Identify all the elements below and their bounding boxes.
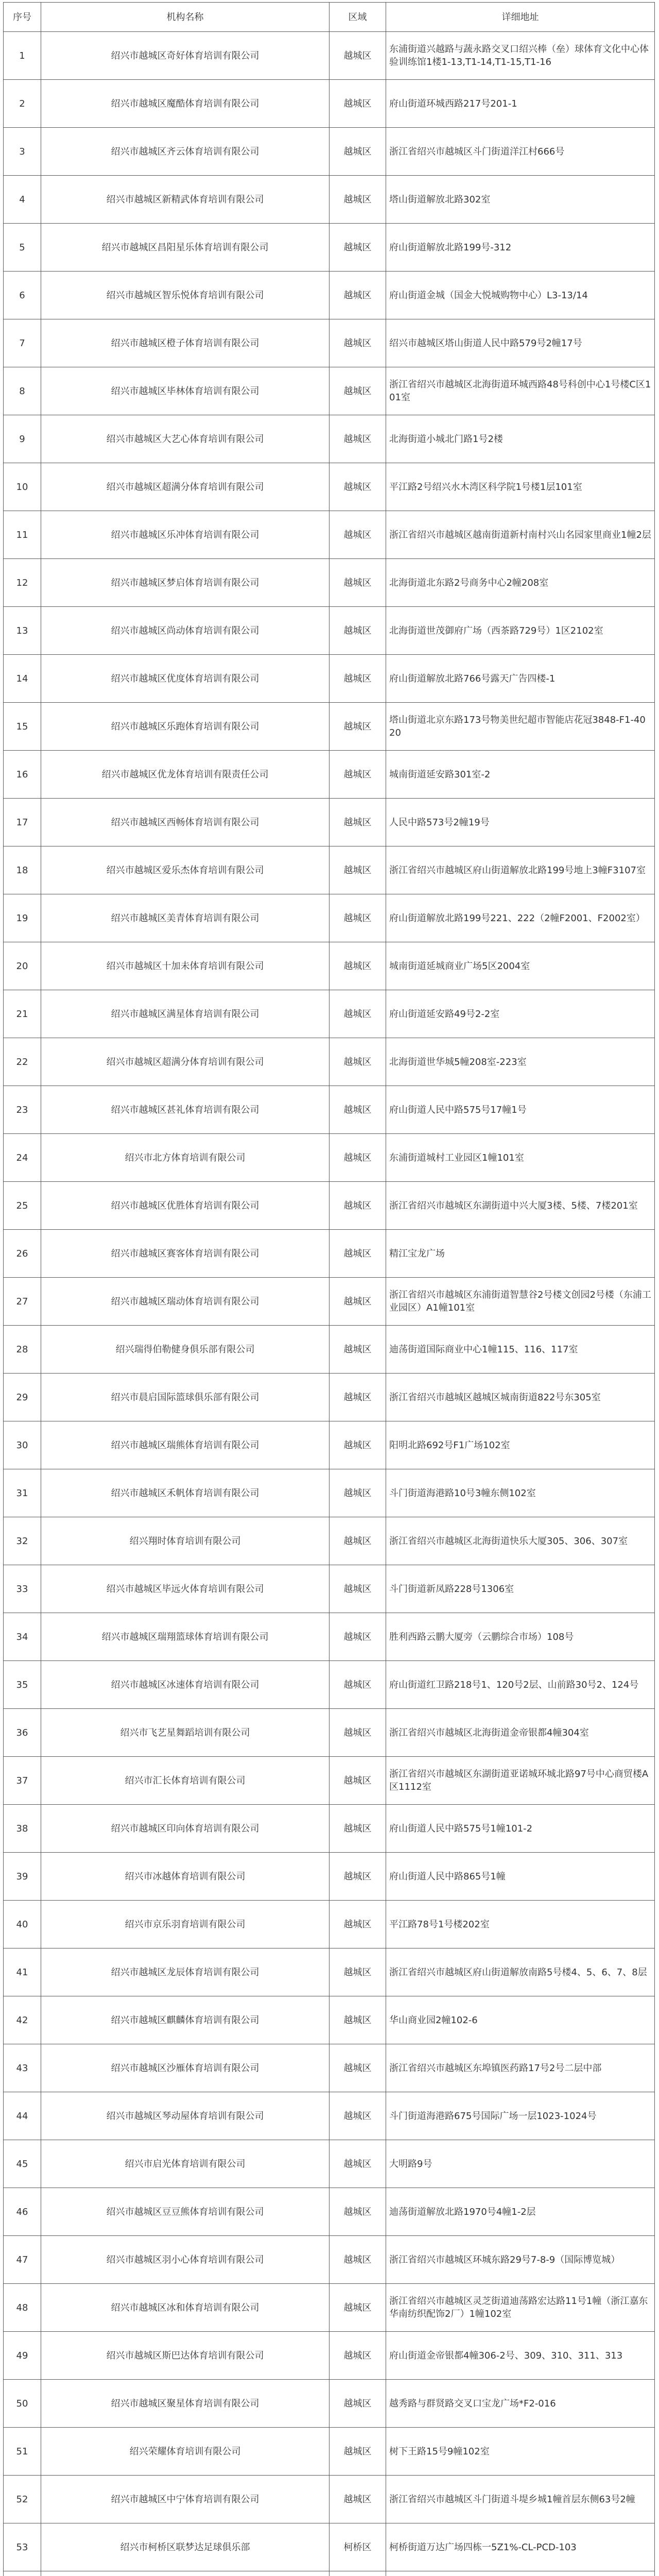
- row-index: 34: [4, 1613, 41, 1661]
- row-index: 3: [4, 128, 41, 176]
- district-cell: [330, 2571, 386, 2576]
- address-cell: 府山街道金帝银都4幢306-2号、309、310、311、313: [386, 2332, 655, 2380]
- table-row: [4, 2092, 655, 2140]
- address-cell: 斗门街道新凤路228号1306室: [386, 1565, 655, 1613]
- institution-name: 绍兴市越城区梦启体育培训有限公司: [41, 559, 330, 607]
- row-index: 25: [4, 1182, 41, 1230]
- institution-name: 绍兴市晨启国际篮球俱乐部有限公司: [41, 1374, 330, 1421]
- table-row: [4, 511, 655, 559]
- table-row: [4, 2571, 655, 2576]
- table-row: [4, 224, 655, 272]
- district-cell: 越城区: [330, 1661, 386, 1709]
- institution-name: 绍兴市越城区豆豆熊体育培训有限公司: [41, 2188, 330, 2236]
- district-cell: 越城区: [330, 2428, 386, 2476]
- row-index: 11: [4, 511, 41, 559]
- institution-name: 绍兴市越城区昌阳星乐体育培训有限公司: [41, 224, 330, 272]
- district-cell: 越城区: [330, 1326, 386, 1374]
- table-row: [4, 2140, 655, 2188]
- district-cell: 越城区: [330, 415, 386, 463]
- district-cell: 越城区: [330, 32, 386, 80]
- institution-name: 绍兴市飞艺星舞蹈培训有限公司: [41, 1709, 330, 1757]
- institution-name: 绍兴市越城区冰速体育培训有限公司: [41, 1661, 330, 1709]
- table-row: [4, 1421, 655, 1469]
- table-body: [4, 32, 655, 2576]
- row-index: 1: [4, 32, 41, 80]
- district-cell: 越城区: [330, 367, 386, 415]
- row-index: 10: [4, 463, 41, 511]
- table-row: [4, 2236, 655, 2284]
- table-row: [4, 1996, 655, 2044]
- row-index: 32: [4, 1517, 41, 1565]
- table-row: [4, 1901, 655, 1948]
- address-cell: 迪荡街道国际商业中心1幢115、116、117室: [386, 1326, 655, 1374]
- header-index: 序号: [4, 3, 41, 32]
- institution-name: 绍兴市越城区美青体育培训有限公司: [41, 894, 330, 942]
- district-cell: 越城区: [330, 1517, 386, 1565]
- address-cell: 阳明北路692号F1广场102室: [386, 1421, 655, 1469]
- row-index: 42: [4, 1996, 41, 2044]
- address-cell: 人民中路573号2幢19号: [386, 799, 655, 846]
- row-index: 33: [4, 1565, 41, 1613]
- row-index: [4, 2571, 41, 2576]
- address-cell: 浙江省绍兴市越城区越城区城南街道822号东305室: [386, 1374, 655, 1421]
- institution-name: 绍兴市越城区龙辰体育培训有限公司: [41, 1948, 330, 1996]
- district-cell: 越城区: [330, 2188, 386, 2236]
- institution-name: 绍兴市越城区沙雁体育培训有限公司: [41, 2044, 330, 2092]
- table-row: [4, 1517, 655, 1565]
- row-index: 30: [4, 1421, 41, 1469]
- row-index: 20: [4, 942, 41, 990]
- address-cell: 府山街道解放北路766号露天广告四楼-1: [386, 655, 655, 703]
- district-cell: 越城区: [330, 1613, 386, 1661]
- row-index: 52: [4, 2476, 41, 2523]
- address-cell: 北海街道小城北门路1号2楼: [386, 415, 655, 463]
- address-cell: 绍兴市越城区塔山街道人民中路579号2幢17号: [386, 319, 655, 367]
- table-row: [4, 2476, 655, 2523]
- page: [0, 2, 659, 2576]
- district-cell: 越城区: [330, 1374, 386, 1421]
- institution-name: [41, 2571, 330, 2576]
- district-cell: 越城区: [330, 80, 386, 128]
- district-cell: 越城区: [330, 2332, 386, 2380]
- district-cell: 越城区: [330, 1709, 386, 1757]
- district-cell: 越城区: [330, 2476, 386, 2523]
- district-cell: 越城区: [330, 894, 386, 942]
- header-row: [4, 3, 655, 32]
- table-row: [4, 2284, 655, 2332]
- address-cell: 东浦街道城村工业园区1幢101室: [386, 1134, 655, 1182]
- table-row: [4, 272, 655, 319]
- row-index: 2: [4, 80, 41, 128]
- table-row: [4, 1853, 655, 1901]
- address-cell: 府山街道人民中路575号17幢1号: [386, 1086, 655, 1134]
- institution-name: 绍兴市越城区大艺心体育培训有限公司: [41, 415, 330, 463]
- row-index: 28: [4, 1326, 41, 1374]
- district-cell: 越城区: [330, 2380, 386, 2428]
- district-cell: 越城区: [330, 1469, 386, 1517]
- address-cell: 平江路2号绍兴水木湾区科学院1号楼1层101室: [386, 463, 655, 511]
- address-cell: 浙江省绍兴市越城区东湖街道亚诺城环城北路97号中心商贸楼A区1112室: [386, 1757, 655, 1805]
- institution-name: 绍兴市越城区赛客体育培训有限公司: [41, 1230, 330, 1278]
- address-cell: 柯桥街道万达广场四栋一5Z1%-CL-PCD-103: [386, 2523, 655, 2571]
- address-cell: 北海街道世华城5幢208室-223室: [386, 1038, 655, 1086]
- address-cell: 华山商业园2幢102-6: [386, 1996, 655, 2044]
- table-row: [4, 655, 655, 703]
- row-index: 7: [4, 319, 41, 367]
- table-row: [4, 1278, 655, 1326]
- institution-name: 绍兴市越城区优胜体育培训有限公司: [41, 1182, 330, 1230]
- institution-name: 绍兴市越城区超满分体育培训有限公司: [41, 1038, 330, 1086]
- address-cell: 府山街道环城西路217号201-1: [386, 80, 655, 128]
- institution-name: 绍兴市越城区优龙体育培训有限责任公司: [41, 751, 330, 799]
- table-row: [4, 2428, 655, 2476]
- institution-name: 绍兴市越城区聚星体育培训有限公司: [41, 2380, 330, 2428]
- address-cell: 越秀路与群贤路交叉口宝龙广场*F2-016: [386, 2380, 655, 2428]
- table-row: [4, 1086, 655, 1134]
- address-cell: 胜利西路云鹏大厦旁（云鹏综合市场）108号: [386, 1613, 655, 1661]
- row-index: 4: [4, 176, 41, 224]
- institution-name: 绍兴市越城区西畅体育培训有限公司: [41, 799, 330, 846]
- table-row: [4, 607, 655, 655]
- district-cell: 越城区: [330, 1565, 386, 1613]
- district-cell: 越城区: [330, 1278, 386, 1326]
- district-cell: 越城区: [330, 1757, 386, 1805]
- district-cell: 越城区: [330, 799, 386, 846]
- row-index: 8: [4, 367, 41, 415]
- address-cell: 城南街道延城商业广场5区2004室: [386, 942, 655, 990]
- row-index: 36: [4, 1709, 41, 1757]
- address-cell: 东浦街道兴越路与蔬永路交叉口绍兴棒（垒）球体育文化中心体验训练馆1楼1-13,T1-14,T1-15,T1-16: [386, 32, 655, 80]
- table-row: [4, 128, 655, 176]
- district-cell: 越城区: [330, 2092, 386, 2140]
- institution-name: 绍兴市越城区奇好体育培训有限公司: [41, 32, 330, 80]
- district-cell: 越城区: [330, 1134, 386, 1182]
- row-index: 35: [4, 1661, 41, 1709]
- table-row: [4, 415, 655, 463]
- address-cell: 浙江省绍兴市越城区北海街道金帝银都4幢304室: [386, 1709, 655, 1757]
- district-cell: 越城区: [330, 607, 386, 655]
- table-row: [4, 846, 655, 894]
- district-cell: 越城区: [330, 2044, 386, 2092]
- institution-name: 绍兴市越城区羽小心体育培训有限公司: [41, 2236, 330, 2284]
- institution-name: 绍兴市越城区禾帆体育培训有限公司: [41, 1469, 330, 1517]
- district-cell: 越城区: [330, 1996, 386, 2044]
- row-index: 46: [4, 2188, 41, 2236]
- row-index: 27: [4, 1278, 41, 1326]
- row-index: 39: [4, 1853, 41, 1901]
- table-row: [4, 2044, 655, 2092]
- address-cell: 塔山街道解放北路302室: [386, 176, 655, 224]
- district-cell: 越城区: [330, 942, 386, 990]
- header-address: 详细地址: [386, 3, 655, 32]
- institution-name: 绍兴市越城区冰和体育培训有限公司: [41, 2284, 330, 2332]
- institution-name: 绍兴市越城区斯巴达体育培训有限公司: [41, 2332, 330, 2380]
- table-row: [4, 1948, 655, 1996]
- address-cell: 府山街道解放北路199号221、222（2幢F2001、F2002室）: [386, 894, 655, 942]
- table-row: [4, 894, 655, 942]
- row-index: 9: [4, 415, 41, 463]
- table-row: [4, 703, 655, 751]
- institution-name: 绍兴瑞得伯勒健身俱乐部有限公司: [41, 1326, 330, 1374]
- address-cell: 北海街道北东路2号商务中心2幢208室: [386, 559, 655, 607]
- table-row: [4, 80, 655, 128]
- row-index: 44: [4, 2092, 41, 2140]
- institution-name: 绍兴市越城区齐云体育培训有限公司: [41, 128, 330, 176]
- district-cell: 越城区: [330, 2236, 386, 2284]
- row-index: 45: [4, 2140, 41, 2188]
- row-index: 6: [4, 272, 41, 319]
- row-index: 5: [4, 224, 41, 272]
- institution-name: 绍兴市越城区中宁体育培训有限公司: [41, 2476, 330, 2523]
- address-cell: 府山街道解放北路199号-312: [386, 224, 655, 272]
- district-cell: 越城区: [330, 463, 386, 511]
- institution-name: 绍兴市越城区麒麟体育培训有限公司: [41, 1996, 330, 2044]
- institution-name: 绍兴市越城区乐跑体育培训有限公司: [41, 703, 330, 751]
- table-row: [4, 990, 655, 1038]
- table-row: [4, 1613, 655, 1661]
- table-row: [4, 2523, 655, 2571]
- institution-name: 绍兴市越城区满星体育培训有限公司: [41, 990, 330, 1038]
- institution-name: 绍兴市北方体育培训有限公司: [41, 1134, 330, 1182]
- table-row: [4, 1565, 655, 1613]
- district-cell: 越城区: [330, 176, 386, 224]
- district-cell: 越城区: [330, 1805, 386, 1853]
- row-index: 49: [4, 2332, 41, 2380]
- table-row: [4, 1469, 655, 1517]
- address-cell: 迪荡街道解放北路1970号4幢1-2层: [386, 2188, 655, 2236]
- table-row: [4, 1374, 655, 1421]
- address-cell: 府山街道人民中路575号1幢101-2: [386, 1805, 655, 1853]
- address-cell: [386, 2571, 655, 2576]
- address-cell: 城南街道延安路301室-2: [386, 751, 655, 799]
- table-header: [4, 3, 655, 32]
- district-cell: 越城区: [330, 1230, 386, 1278]
- row-index: 29: [4, 1374, 41, 1421]
- district-cell: 越城区: [330, 655, 386, 703]
- address-cell: 浙江省绍兴市越城区府山街道解放南路5号楼4、5、6、7、8层: [386, 1948, 655, 1996]
- district-cell: 越城区: [330, 1086, 386, 1134]
- address-cell: 斗门街道海港路675号国际广场一层1023-1024号: [386, 2092, 655, 2140]
- table-row: [4, 1757, 655, 1805]
- institution-name: 绍兴市柯桥区联梦达足球俱乐部: [41, 2523, 330, 2571]
- district-cell: 越城区: [330, 319, 386, 367]
- row-index: 14: [4, 655, 41, 703]
- table-row: [4, 1326, 655, 1374]
- district-cell: 柯桥区: [330, 2523, 386, 2571]
- institution-name: 绍兴市越城区新精武体育培训有限公司: [41, 176, 330, 224]
- row-index: 53: [4, 2523, 41, 2571]
- address-cell: 浙江省绍兴市越城区环城东路29号7-8-9（国际博览城）: [386, 2236, 655, 2284]
- address-cell: 府山街道金城（国金大悦城购物中心）L3-13/14: [386, 272, 655, 319]
- address-cell: 浙江省绍兴市越城区府山街道解放北路199号地上3幢F3107室: [386, 846, 655, 894]
- row-index: 13: [4, 607, 41, 655]
- address-cell: 精江宝龙广场: [386, 1230, 655, 1278]
- district-cell: 越城区: [330, 990, 386, 1038]
- row-index: 18: [4, 846, 41, 894]
- table-row: [4, 559, 655, 607]
- row-index: 19: [4, 894, 41, 942]
- institution-name: 绍兴市越城区尚动体育培训有限公司: [41, 607, 330, 655]
- address-cell: 府山街道红卫路218号1、120号2层、山前路30号2、124号: [386, 1661, 655, 1709]
- district-cell: 越城区: [330, 751, 386, 799]
- institution-name: 绍兴市越城区橙子体育培训有限公司: [41, 319, 330, 367]
- table-row: [4, 463, 655, 511]
- address-cell: 北海街道世茂御府广场（西茶路729号）1区2102室: [386, 607, 655, 655]
- row-index: 41: [4, 1948, 41, 1996]
- institution-name: 绍兴市启光体育培训有限公司: [41, 2140, 330, 2188]
- row-index: 17: [4, 799, 41, 846]
- district-cell: 越城区: [330, 2284, 386, 2332]
- row-index: 51: [4, 2428, 41, 2476]
- address-cell: 平江路78号1号楼202室: [386, 1901, 655, 1948]
- institution-name: 绍兴市越城区爱乐杰体育培训有限公司: [41, 846, 330, 894]
- address-cell: 府山街道人民中路865号1幢: [386, 1853, 655, 1901]
- district-cell: 越城区: [330, 1038, 386, 1086]
- address-cell: 大明路9号: [386, 2140, 655, 2188]
- row-index: 24: [4, 1134, 41, 1182]
- address-cell: 浙江省绍兴市越城区越南街道新村南村兴山名园家里商业1幢2层: [386, 511, 655, 559]
- table-row: [4, 751, 655, 799]
- table-row: [4, 176, 655, 224]
- institution-name: 绍兴市越城区琴动屋体育培训有限公司: [41, 2092, 330, 2140]
- institution-name: 绍兴市越城区甚礼体育培训有限公司: [41, 1086, 330, 1134]
- table-row: [4, 799, 655, 846]
- institution-table: [3, 2, 655, 2576]
- district-cell: 越城区: [330, 559, 386, 607]
- row-index: 21: [4, 990, 41, 1038]
- table-row: [4, 319, 655, 367]
- district-cell: 越城区: [330, 1948, 386, 1996]
- table-row: [4, 1805, 655, 1853]
- address-cell: 浙江省绍兴市越城区斗门街道洋江村666号: [386, 128, 655, 176]
- table-row: [4, 942, 655, 990]
- institution-name: 绍兴市越城区毕林体育培训有限公司: [41, 367, 330, 415]
- district-cell: 越城区: [330, 846, 386, 894]
- institution-name: 绍兴市越城区智乐悦体育培训有限公司: [41, 272, 330, 319]
- row-index: 15: [4, 703, 41, 751]
- table-row: [4, 2332, 655, 2380]
- row-index: 31: [4, 1469, 41, 1517]
- address-cell: 浙江省绍兴市越城区东浦街道智慧谷2号楼文创园2号楼（东浦工业园区）A1幢101室: [386, 1278, 655, 1326]
- table-row: [4, 1709, 655, 1757]
- row-index: 40: [4, 1901, 41, 1948]
- institution-name: 绍兴市越城区瑞动体育培训有限公司: [41, 1278, 330, 1326]
- row-index: 12: [4, 559, 41, 607]
- district-cell: 越城区: [330, 224, 386, 272]
- table-row: [4, 1230, 655, 1278]
- row-index: 23: [4, 1086, 41, 1134]
- district-cell: 越城区: [330, 128, 386, 176]
- institution-name: 绍兴市越城区印向体育培训有限公司: [41, 1805, 330, 1853]
- table-row: [4, 2380, 655, 2428]
- row-index: 22: [4, 1038, 41, 1086]
- district-cell: 越城区: [330, 1853, 386, 1901]
- table-row: [4, 1038, 655, 1086]
- address-cell: 斗门街道海港路10号3幢东侧102室: [386, 1469, 655, 1517]
- institution-name: 绍兴翔时体育培训有限公司: [41, 1517, 330, 1565]
- row-index: 26: [4, 1230, 41, 1278]
- address-cell: 浙江省绍兴市越城区东埠镇医药路17号2号二层中部: [386, 2044, 655, 2092]
- institution-name: 绍兴市越城区乐冲体育培训有限公司: [41, 511, 330, 559]
- table-row: [4, 1182, 655, 1230]
- institution-name: 绍兴市越城区十加未体育培训有限公司: [41, 942, 330, 990]
- row-index: 50: [4, 2380, 41, 2428]
- institution-name: 绍兴市冰越体育培训有限公司: [41, 1853, 330, 1901]
- address-cell: 浙江省绍兴市越城区北海街道快乐大厦305、306、307室: [386, 1517, 655, 1565]
- row-index: 47: [4, 2236, 41, 2284]
- district-cell: 越城区: [330, 703, 386, 751]
- institution-name: 绍兴市越城区瑞翔篮球体育培训有限公司: [41, 1613, 330, 1661]
- district-cell: 越城区: [330, 2140, 386, 2188]
- institution-name: 绍兴市越城区瑞熊体育培训有限公司: [41, 1421, 330, 1469]
- institution-name: 绍兴市京乐羽育培训有限公司: [41, 1901, 330, 1948]
- institution-name: 绍兴市汇长体育培训有限公司: [41, 1757, 330, 1805]
- table-row: [4, 1661, 655, 1709]
- address-cell: 树下王路15号9幢102室: [386, 2428, 655, 2476]
- institution-name: 绍兴市越城区优度体育培训有限公司: [41, 655, 330, 703]
- address-cell: 浙江省绍兴市越城区斗门街道斗堤乡城1幢首层东侧63号2幢: [386, 2476, 655, 2523]
- address-cell: 塔山街道北京东路173号物美世纪超市智能店花冠3848-F1-4020: [386, 703, 655, 751]
- row-index: 43: [4, 2044, 41, 2092]
- row-index: 37: [4, 1757, 41, 1805]
- row-index: 16: [4, 751, 41, 799]
- district-cell: 越城区: [330, 511, 386, 559]
- institution-name: 绍兴市越城区毕远火体育培训有限公司: [41, 1565, 330, 1613]
- institution-name: 绍兴市越城区超满分体育培训有限公司: [41, 463, 330, 511]
- institution-name: 绍兴市越城区魔酷体育培训有限公司: [41, 80, 330, 128]
- header-district: 区域: [330, 3, 386, 32]
- address-cell: 浙江省绍兴市越城区北海街道环城西路48号科创中心1号楼C区101室: [386, 367, 655, 415]
- address-cell: 浙江省绍兴市越城区东湖街道中兴大厦3楼、5楼、7楼201室: [386, 1182, 655, 1230]
- table-row: [4, 32, 655, 80]
- district-cell: 越城区: [330, 1182, 386, 1230]
- address-cell: 府山街道延安路49号2-2室: [386, 990, 655, 1038]
- header-name: 机构名称: [41, 3, 330, 32]
- table-row: [4, 367, 655, 415]
- address-cell: 浙江省绍兴市越城区灵芝街道迪荡路宏达路11号1幢（浙江嘉东华南纺织配饰2厂）1幢102室: [386, 2284, 655, 2332]
- row-index: 38: [4, 1805, 41, 1853]
- district-cell: 越城区: [330, 1421, 386, 1469]
- district-cell: 越城区: [330, 1901, 386, 1948]
- table-row: [4, 2188, 655, 2236]
- institution-name: 绍兴荣耀体育培训有限公司: [41, 2428, 330, 2476]
- district-cell: 越城区: [330, 272, 386, 319]
- table-row: [4, 1134, 655, 1182]
- row-index: 48: [4, 2284, 41, 2332]
